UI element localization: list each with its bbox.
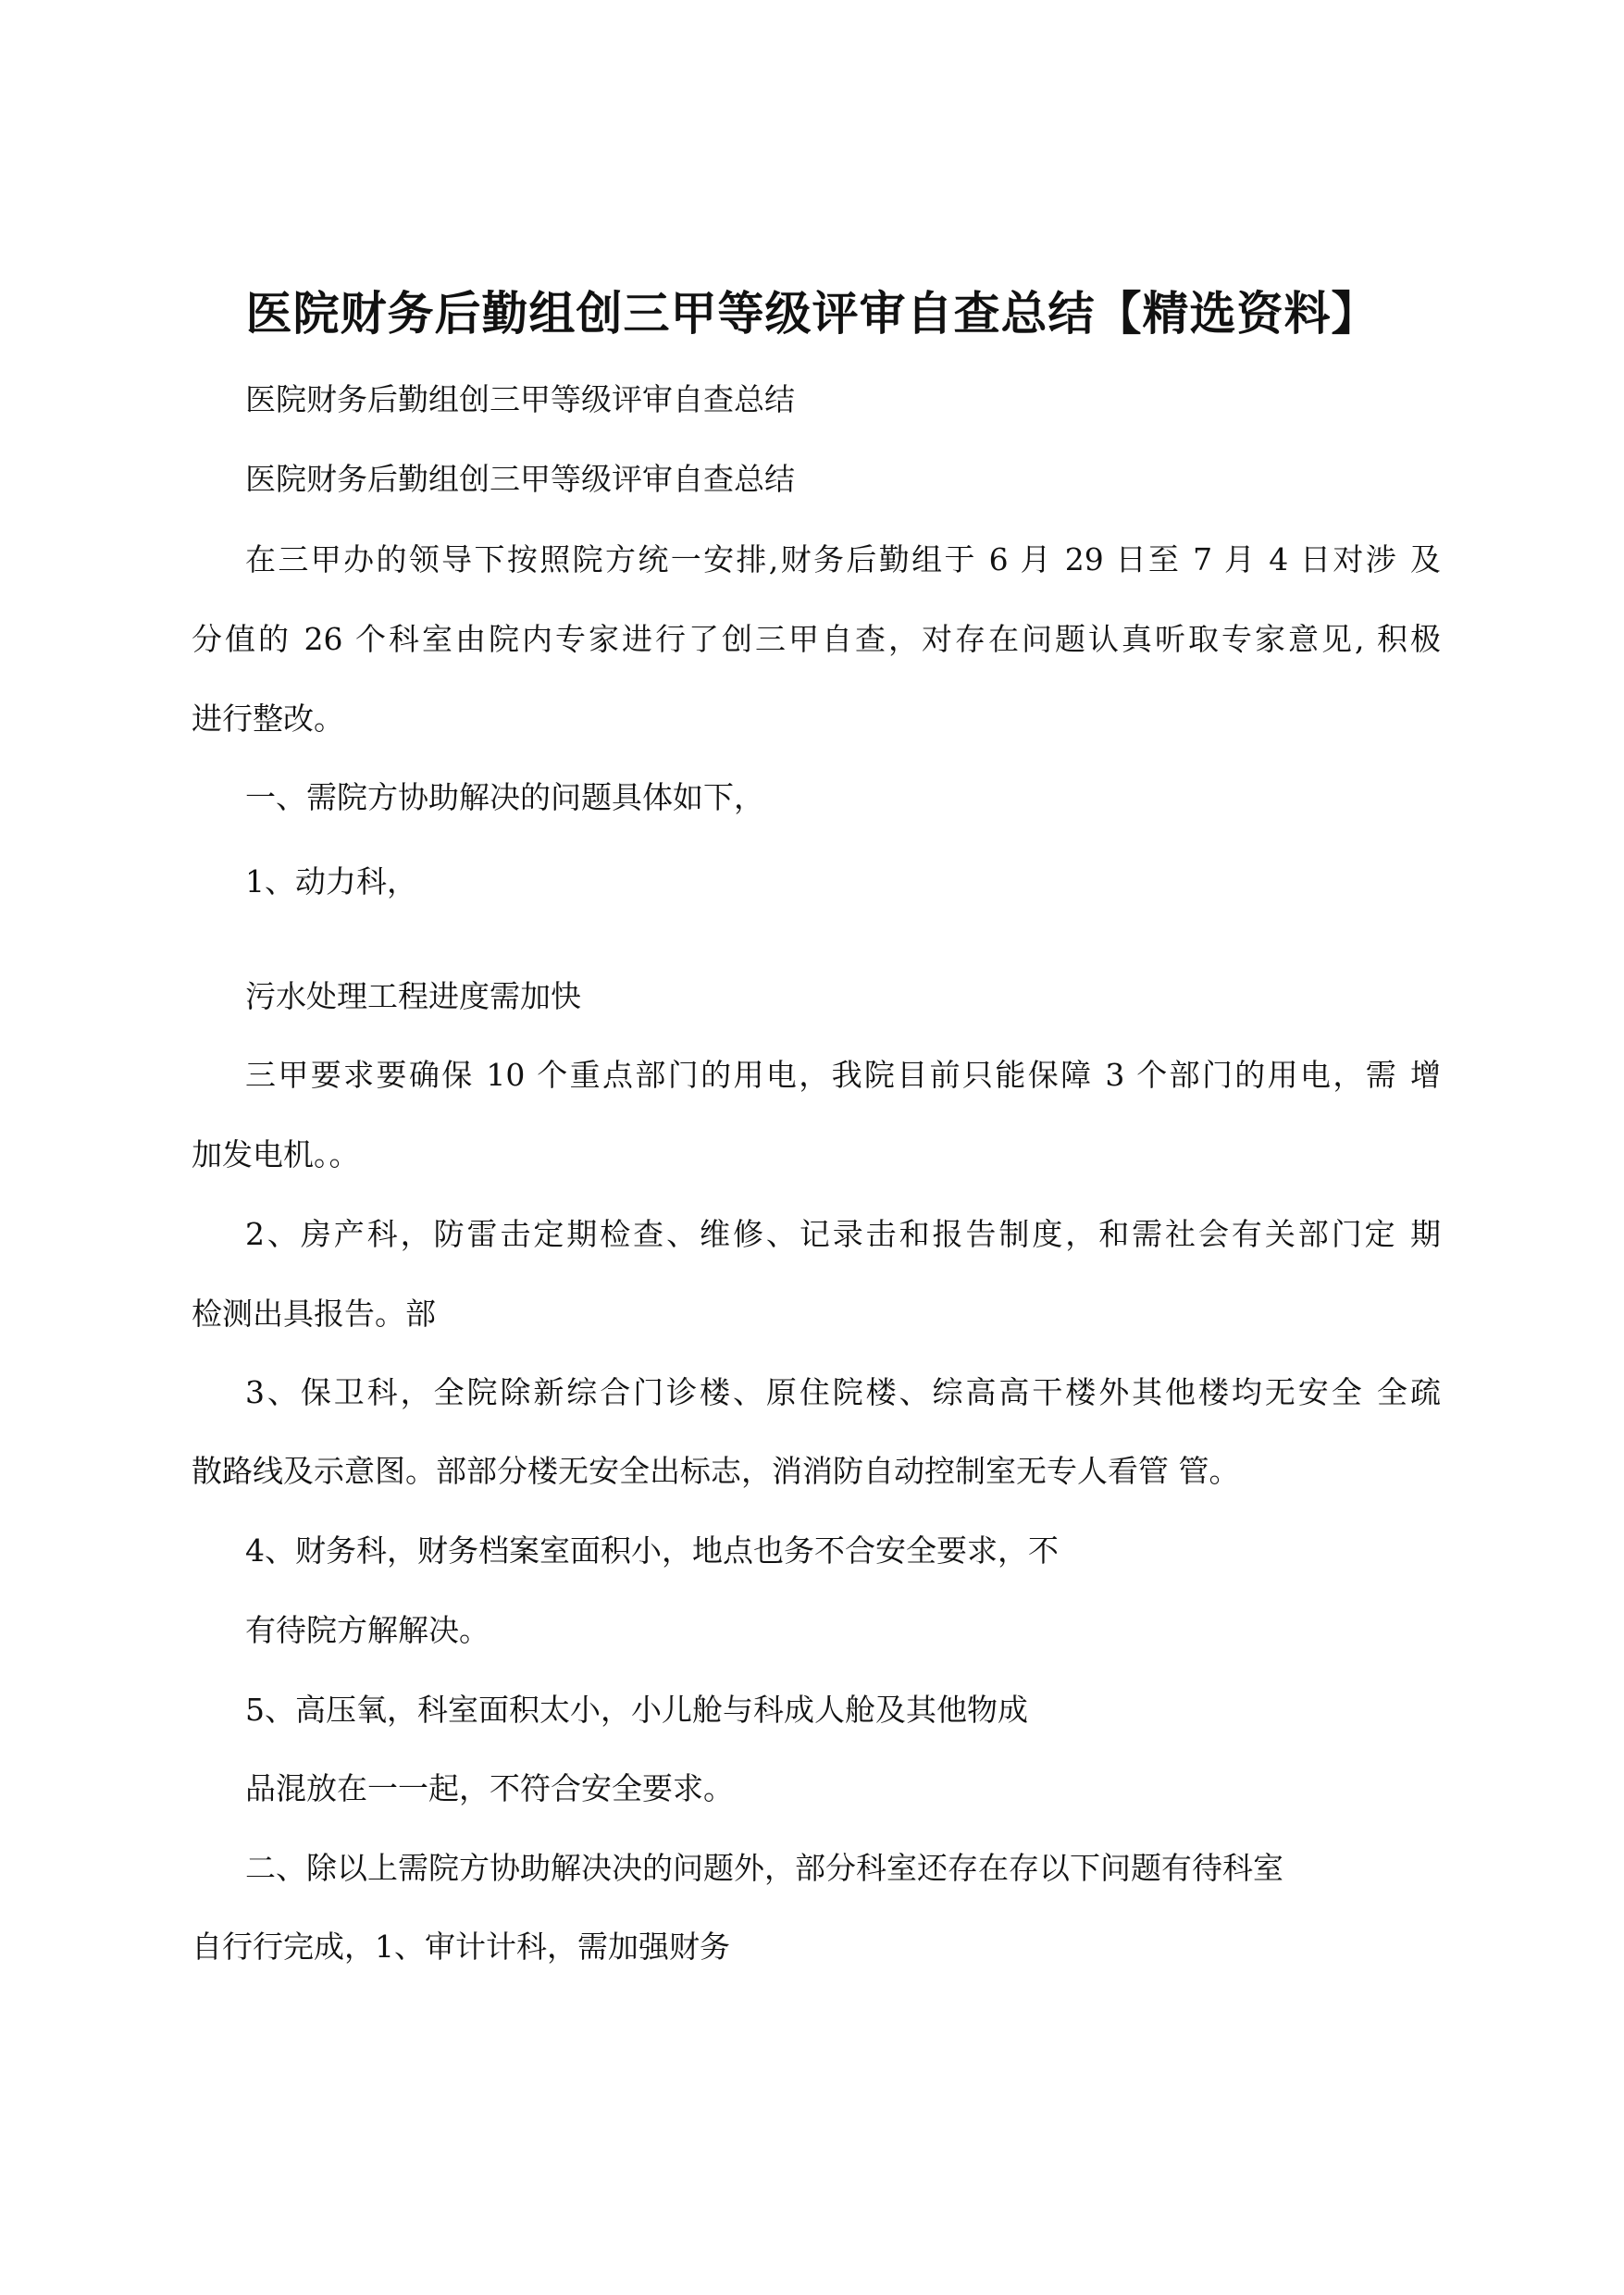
- paragraph-line: 进行整改。: [192, 701, 344, 737]
- paragraph-line: 分值的 26 个科室由院内专家进行了创三甲自查，对存在问题认真听取专家意见, 积极: [192, 621, 1441, 657]
- paragraph-line: 有待院方解解决。: [245, 1612, 490, 1648]
- paragraph-line: 加发电机。。: [192, 1136, 360, 1172]
- document-title: 医院财务后勤组创三甲等级评审自查总结【精选资料】: [245, 285, 1379, 341]
- paragraph-line: 散路线及示意图。部部分楼无安全出标志，消消防自动控制室无专人看管 管。: [192, 1453, 1240, 1489]
- section-heading: 一、需院方协助解决的问题具体如下，: [245, 779, 764, 815]
- paragraph-line: 三甲要求要确保 10 个重点部门的用电，我院目前只能保障 3 个部门的用电，需 增: [245, 1057, 1441, 1093]
- paragraph-line: 品混放在一一起，不符合安全要求。: [245, 1770, 734, 1806]
- list-item: 1、动力科，: [245, 863, 417, 899]
- subtitle-line: 医院财务后勤组创三甲等级评审自查总结: [245, 461, 795, 497]
- paragraph-line: 污水处理工程进度需加快: [245, 978, 581, 1014]
- paragraph-line: 在三甲办的领导下按照院方统一安排,财务后勤组于 6 月 29 日至 7 月 4 日对涉 及: [245, 541, 1441, 577]
- section-heading: 二、除以上需院方协助解决决的问题外，部分科室还存在存以下问题有待科室: [245, 1850, 1283, 1886]
- subtitle-line: 医院财务后勤组创三甲等级评审自查总结: [245, 381, 795, 417]
- paragraph-line: 检测出具报告。部: [192, 1296, 436, 1332]
- list-item: 4、财务科，财务档案室面积小，地点也务不合安全要求，不: [245, 1532, 1059, 1569]
- list-item: 3、保卫科，全院除新综合门诊楼、原住院楼、综高高干楼外其他楼均无安全 全疏: [245, 1374, 1441, 1410]
- list-item: 2、房产科，防雷击定期检查、维修、记录击和报告制度，和需社会有关部门定 期: [245, 1216, 1441, 1252]
- list-item: 5、高压氧，科室面积太小，小儿舱与科成人舱及其他物成: [245, 1692, 1028, 1728]
- paragraph-line: 自行行完成，1、审计计科，需加强财务: [192, 1929, 730, 1965]
